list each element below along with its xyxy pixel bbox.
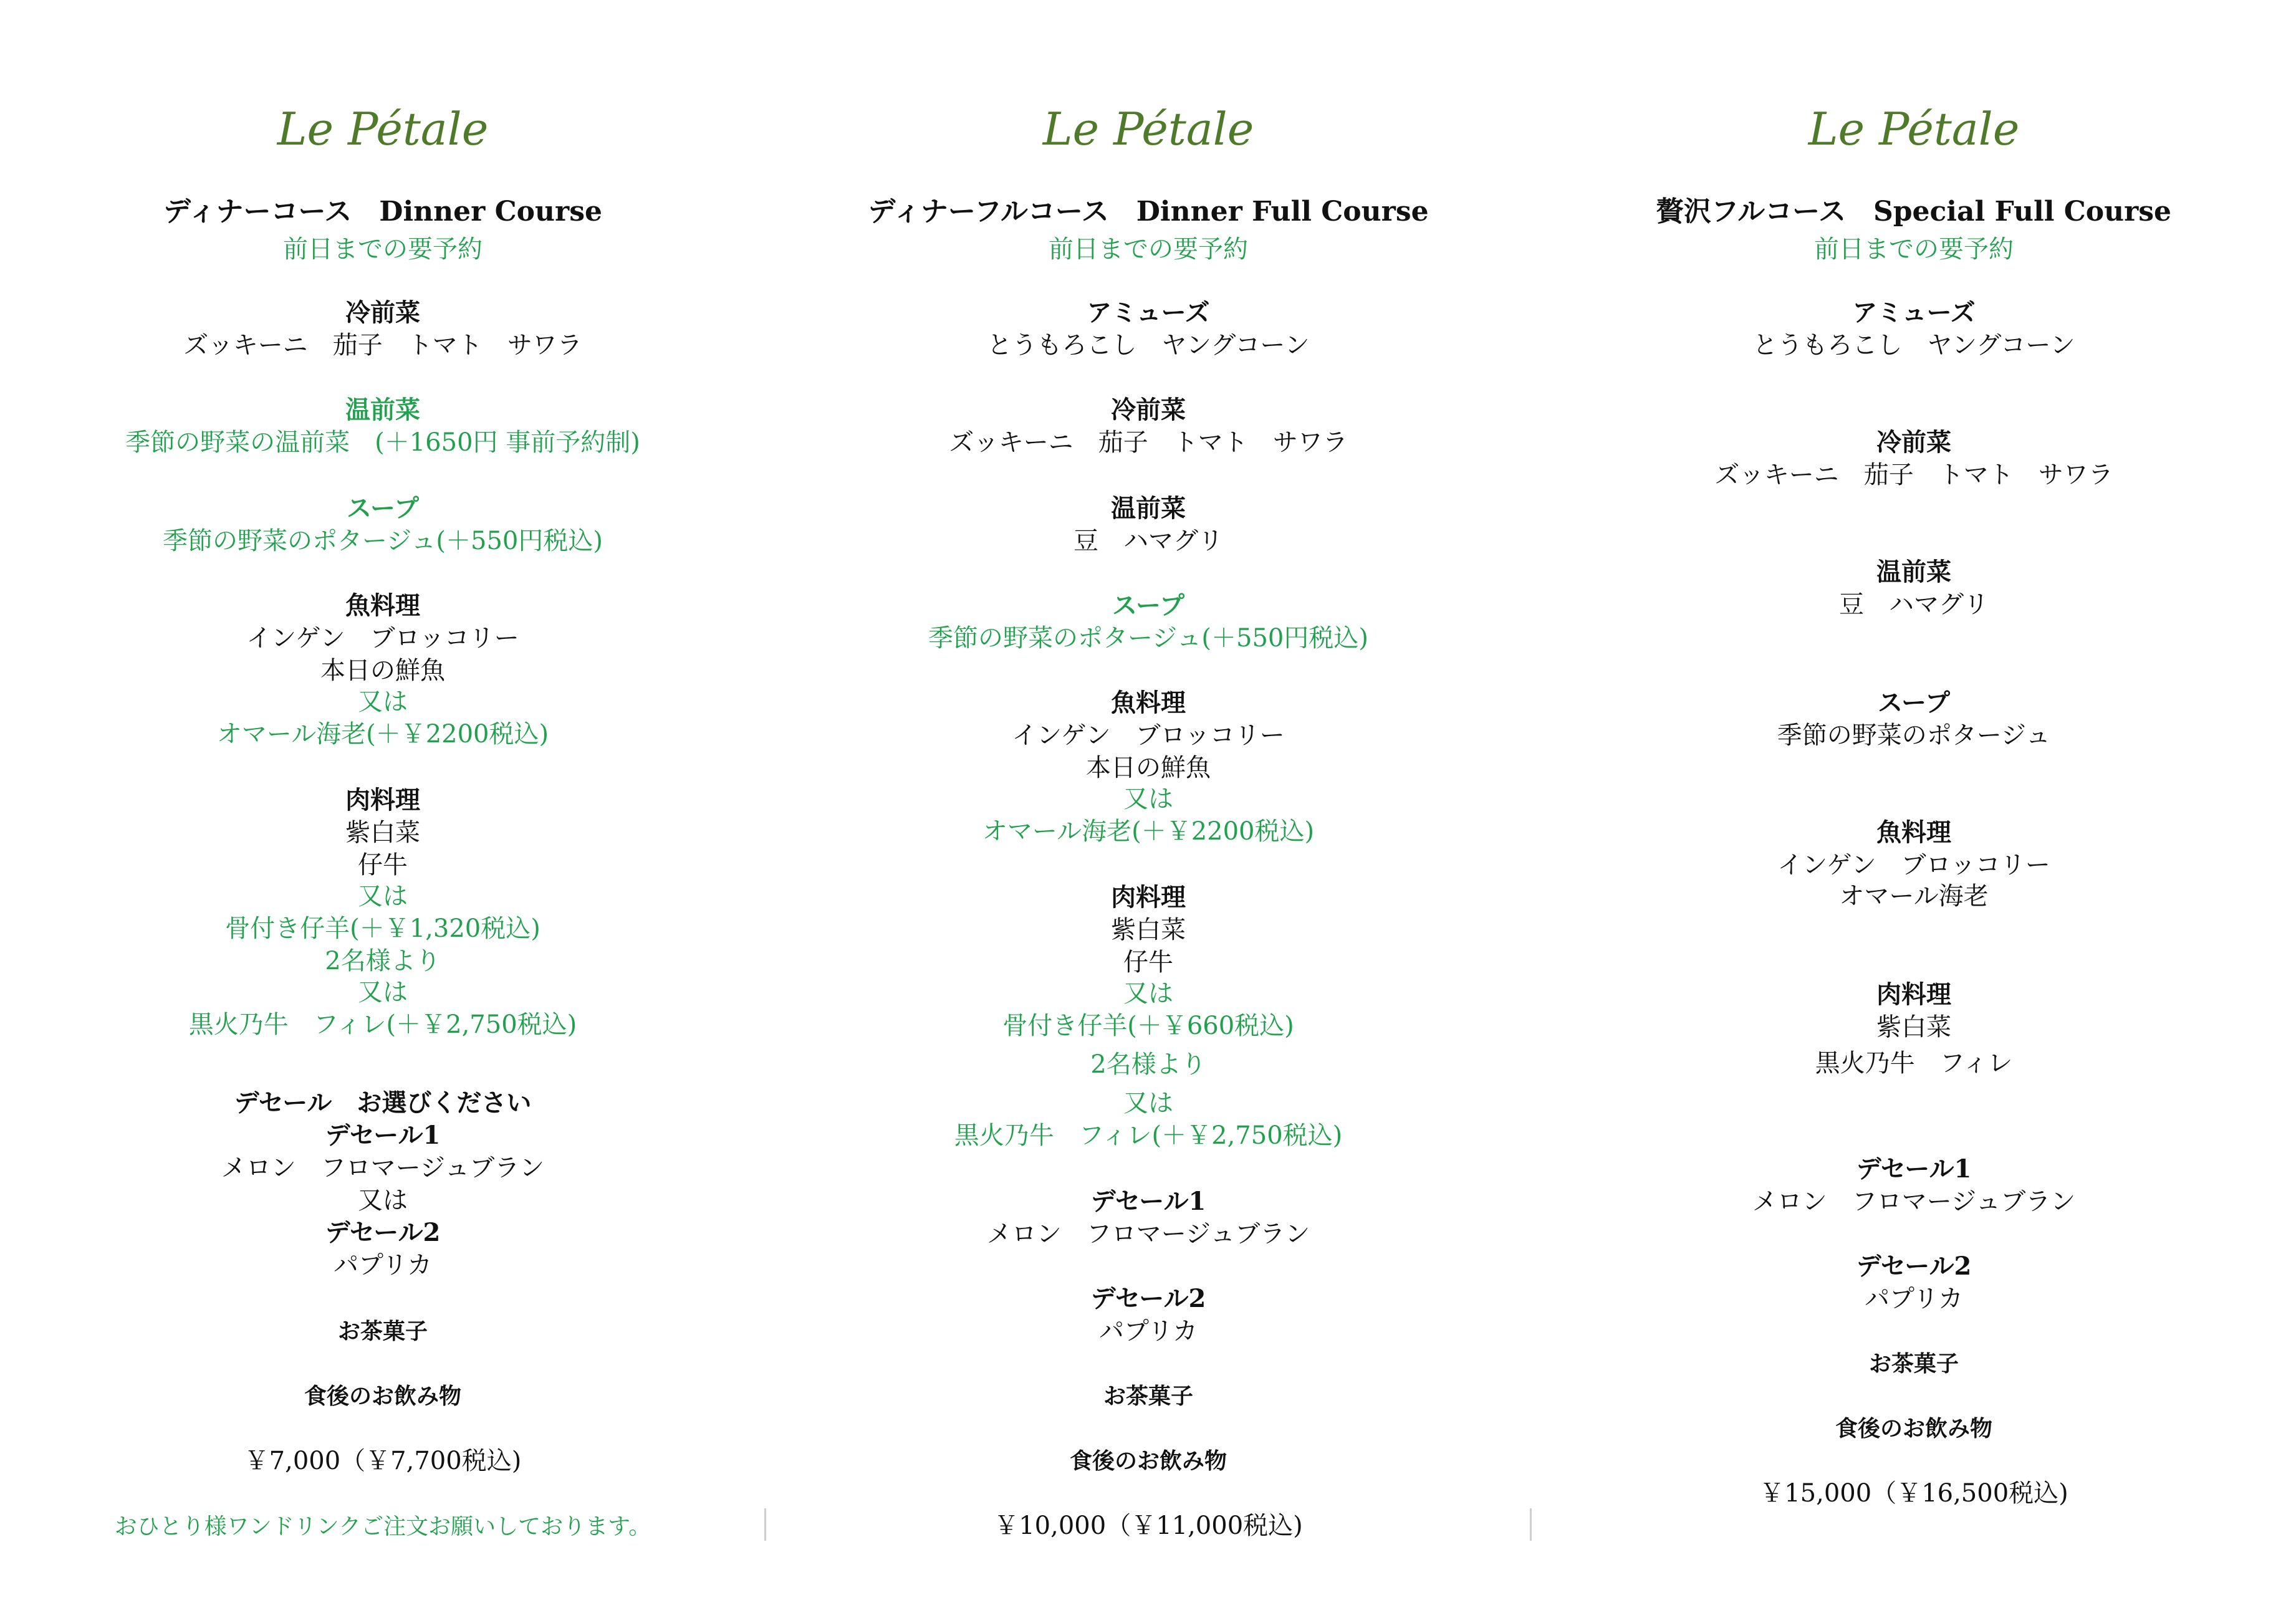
menu-line: 骨付き仔羊(＋￥1,320税込) bbox=[225, 914, 540, 943]
menu-line: とうもろこし ヤングコーン bbox=[1752, 331, 2075, 360]
menu-line: メロン フロマージュブラン bbox=[221, 1154, 545, 1182]
section-heading: 肉料理 bbox=[345, 785, 420, 815]
menu-line: 又は bbox=[1123, 785, 1173, 813]
column-divider bbox=[1530, 1508, 1532, 1541]
section-heading: アミューズ bbox=[1852, 298, 1976, 327]
menu-line: オマール海老(＋￥2200税込) bbox=[982, 817, 1315, 846]
section-heading: スープ bbox=[1878, 688, 1950, 717]
menu-line: インゲン ブロッコリー bbox=[1777, 851, 2050, 879]
menu-line: 季節の野菜のポタージュ bbox=[1777, 721, 2051, 750]
menu-line: 又は bbox=[1123, 1089, 1173, 1118]
menu-line: 又は bbox=[358, 882, 408, 911]
menu-line: 豆 ハマグリ bbox=[1074, 527, 1223, 555]
menu-line: メロン フロマージュブラン bbox=[1752, 1187, 2076, 1216]
section-heading: デセール2 bbox=[1856, 1252, 1972, 1281]
svg-text:Le Pétale: Le Pétale bbox=[277, 103, 489, 155]
menu-line: 紫白菜 bbox=[345, 818, 420, 847]
section-heading: デセール2 bbox=[1090, 1284, 1206, 1313]
menu-line: お茶菓子 bbox=[1868, 1351, 1959, 1377]
menu-line: 黒火乃牛 フィレ bbox=[1815, 1049, 2013, 1078]
menu-line: パプリカ bbox=[1865, 1285, 1963, 1313]
section-heading: 魚料理 bbox=[345, 591, 420, 620]
menu-line: インゲン ブロッコリー bbox=[1012, 721, 1285, 750]
section-heading: デセール1 bbox=[1090, 1187, 1206, 1216]
svg-text:Le Pétale: Le Pétale bbox=[1042, 103, 1254, 155]
menu-line: 食後のお飲み物 bbox=[1835, 1415, 1992, 1442]
menu-column-dinner-full-course bbox=[766, 0, 1531, 1623]
menu-line: 季節の野菜のポタージュ(＋550円税込) bbox=[163, 527, 603, 555]
section-heading: デセール1 bbox=[325, 1121, 441, 1150]
menu-line: 2名様より bbox=[1090, 1050, 1206, 1079]
svg-text:Le Pétale: Le Pétale bbox=[1808, 103, 2020, 155]
menu-line: メロン フロマージュブラン bbox=[986, 1220, 1310, 1248]
section-heading: 温前菜 bbox=[1876, 557, 1951, 586]
menu-line: お茶菓子 bbox=[1103, 1383, 1193, 1409]
course-price: ￥10,000（￥11,000税込) bbox=[994, 1511, 1303, 1540]
menu-line: インゲン ブロッコリー bbox=[246, 624, 519, 653]
menu-line: オマール海老(＋￥2200税込) bbox=[216, 720, 549, 749]
menu-column-special-full-course bbox=[1531, 0, 2296, 1623]
menu-line: 又は bbox=[1123, 979, 1173, 1008]
section-heading: デセール2 bbox=[325, 1218, 441, 1247]
le-petale-logo bbox=[0, 93, 766, 162]
section-heading: 温前菜 bbox=[345, 395, 420, 424]
section-heading: 冷前菜 bbox=[1111, 395, 1186, 424]
menu-line: ズッキーニ 茄子 トマト サワラ bbox=[183, 331, 582, 360]
course-price: ￥7,000（￥7,700税込) bbox=[244, 1447, 522, 1475]
le-petale-logo bbox=[1531, 93, 2296, 162]
menu-line: 黒火乃牛 フィレ(＋￥2,750税込) bbox=[954, 1121, 1343, 1150]
menu-line: パプリカ bbox=[334, 1251, 432, 1280]
menu-line: 仔牛 bbox=[358, 851, 408, 879]
menu-line: パプリカ bbox=[1099, 1317, 1198, 1346]
section-heading: デセール お選びください bbox=[234, 1088, 532, 1118]
menu-line: 又は bbox=[358, 978, 408, 1007]
course-title: ディナーコース Dinner Course bbox=[163, 196, 602, 227]
menu-line: とうもろこし ヤングコーン bbox=[987, 331, 1310, 360]
menu-line: オマール海老 bbox=[1839, 882, 1989, 911]
section-heading: スープ bbox=[347, 494, 419, 523]
menu-line: ズッキーニ 茄子 トマト サワラ bbox=[1714, 461, 2113, 489]
section-heading: 冷前菜 bbox=[345, 298, 420, 327]
menu-line: ズッキーニ 茄子 トマト サワラ bbox=[949, 428, 1348, 457]
menu-line: 食後のお飲み物 bbox=[304, 1383, 461, 1409]
menu-line: 季節の野菜のポタージュ(＋550円税込) bbox=[928, 624, 1368, 653]
menu-line: 豆 ハマグリ bbox=[1839, 590, 1989, 619]
section-heading: デセール1 bbox=[1856, 1154, 1972, 1184]
reservation-note: 前日までの要予約 bbox=[1814, 235, 2014, 264]
menu-line: お茶菓子 bbox=[337, 1318, 428, 1344]
section-heading: 冷前菜 bbox=[1876, 428, 1951, 457]
section-heading: 魚料理 bbox=[1111, 688, 1186, 717]
section-heading: 温前菜 bbox=[1111, 494, 1186, 523]
menu-line: 仔牛 bbox=[1123, 948, 1173, 977]
section-heading: スープ bbox=[1112, 591, 1184, 620]
menu-line: 本日の鮮魚 bbox=[1086, 754, 1211, 782]
drink-note: おひとり様ワンドリンクご注文お願いしております。 bbox=[114, 1514, 651, 1539]
menu-line: 又は bbox=[358, 687, 408, 716]
section-heading: アミューズ bbox=[1087, 298, 1210, 327]
menu-line: 骨付き仔羊(＋￥660税込) bbox=[1002, 1012, 1294, 1040]
menu-line: 紫白菜 bbox=[1876, 1013, 1951, 1041]
menu-line: 季節の野菜の温前菜 (＋1650円 事前予約制) bbox=[125, 428, 640, 457]
section-heading: 肉料理 bbox=[1876, 980, 1951, 1009]
course-title: ディナーフルコース Dinner Full Course bbox=[868, 196, 1429, 227]
section-heading: 魚料理 bbox=[1876, 818, 1951, 847]
menu-line: 2名様より bbox=[325, 947, 441, 975]
course-title: 贅沢フルコース Special Full Course bbox=[1656, 196, 2172, 227]
menu-line: 本日の鮮魚 bbox=[320, 656, 445, 685]
menu-line: 又は bbox=[358, 1186, 408, 1215]
column-divider bbox=[764, 1508, 766, 1541]
menu-line: 紫白菜 bbox=[1111, 916, 1186, 944]
section-heading: 肉料理 bbox=[1111, 883, 1186, 912]
menu-line: 黒火乃牛 フィレ(＋￥2,750税込) bbox=[188, 1010, 577, 1039]
menu-column-dinner-course bbox=[0, 0, 766, 1623]
course-price: ￥15,000（￥16,500税込) bbox=[1759, 1479, 2068, 1508]
le-petale-logo bbox=[766, 93, 1531, 162]
reservation-note: 前日までの要予約 bbox=[1049, 235, 1248, 264]
menu-line: 食後のお飲み物 bbox=[1069, 1448, 1227, 1474]
reservation-note: 前日までの要予約 bbox=[283, 235, 483, 264]
